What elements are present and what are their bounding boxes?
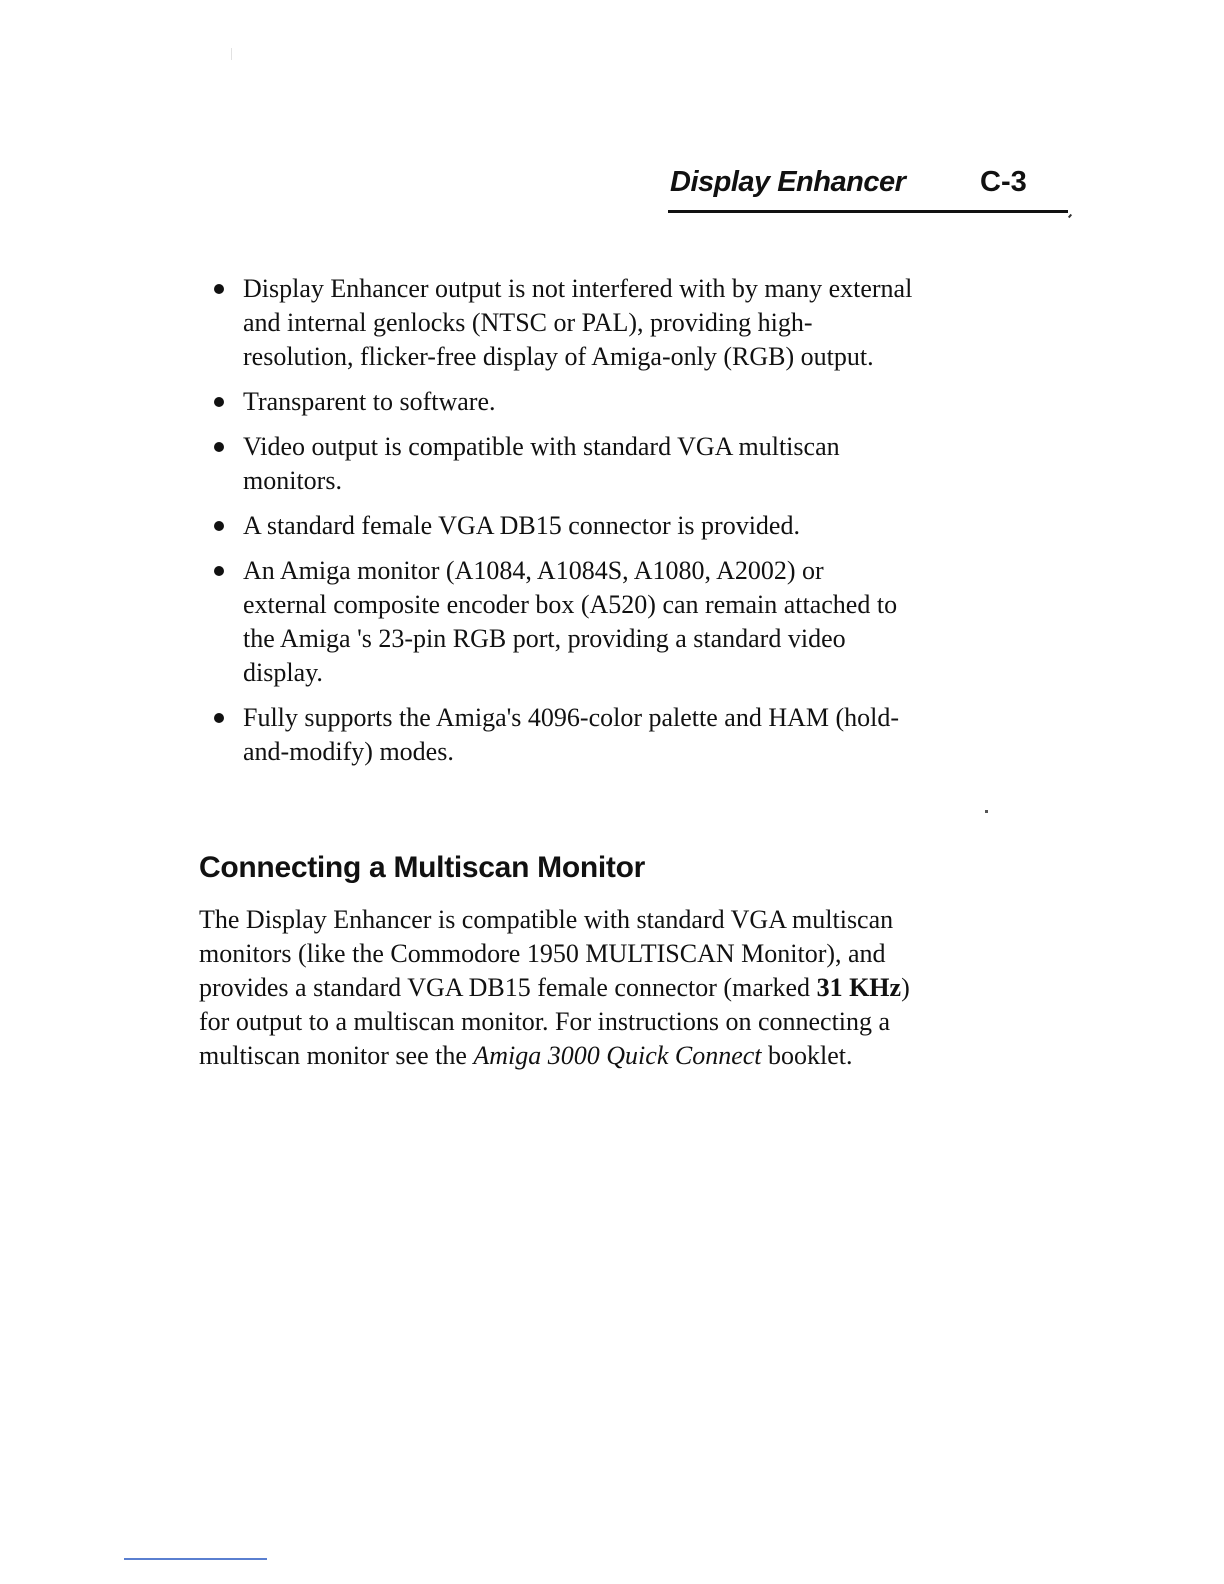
bullet-icon bbox=[214, 566, 224, 576]
running-header bbox=[666, 166, 1072, 226]
list-item bbox=[213, 385, 913, 419]
paragraph-text: The Display Enhancer is compatible with standard VGA multiscan monitors (like the Commodore 1950 MULTISCAN Monitor), and provides a standard VGA DB15 female connector (marked bbox=[199, 905, 894, 1002]
list-item bbox=[213, 701, 913, 769]
list-item bbox=[213, 509, 913, 543]
list-item bbox=[213, 430, 913, 498]
header-rule bbox=[668, 210, 1068, 213]
bullet-icon bbox=[214, 521, 224, 531]
list-item-text: A standard female VGA DB15 connector is provided. bbox=[243, 511, 800, 540]
section-heading: Connecting a Multiscan Monitor bbox=[199, 851, 645, 884]
bullet-icon bbox=[214, 397, 224, 407]
header-rule-tick bbox=[1068, 214, 1072, 218]
scan-speck bbox=[985, 810, 988, 813]
list-item-text: Fully supports the Amiga's 4096-color palette and HAM (hold-and-modify) modes. bbox=[243, 703, 900, 766]
paragraph-italic-text: Amiga 3000 Quick Connect bbox=[473, 1041, 762, 1070]
list-item-text: Video output is compatible with standard VGA multiscan monitors. bbox=[243, 432, 840, 495]
bullet-icon bbox=[214, 713, 224, 723]
list-item-text: Transparent to software. bbox=[243, 387, 496, 416]
list-item-text: Display Enhancer output is not interfered with by many external and internal genlocks (NTSC or PAL), providing high-resolution, flicker-free display of Amiga-only (RGB) output. bbox=[243, 274, 913, 371]
page-number: C-3 bbox=[980, 166, 1027, 198]
paragraph-text: booklet. bbox=[761, 1041, 853, 1070]
bullet-icon bbox=[214, 284, 224, 294]
list-item-text: An Amiga monitor (A1084, A1084S, A1080, A2002) or external composite encoder box (A520) can remain attached to the Amiga 's 23-pin RGB port, providing a standard video display. bbox=[243, 556, 898, 687]
section-paragraph bbox=[199, 903, 929, 1073]
paragraph-text: ) for output to a multiscan monitor. For instructions on connecting a multiscan monitor see the bbox=[199, 973, 910, 1070]
list-item bbox=[213, 272, 913, 374]
list-item bbox=[213, 554, 913, 690]
scan-mark bbox=[231, 48, 232, 60]
bullet-icon bbox=[214, 442, 224, 452]
feature-list bbox=[213, 272, 913, 780]
bottom-edge-line bbox=[124, 1558, 267, 1560]
running-header-title: Display Enhancer bbox=[670, 166, 906, 198]
paragraph-bold-text: 31 KHz bbox=[816, 973, 902, 1002]
